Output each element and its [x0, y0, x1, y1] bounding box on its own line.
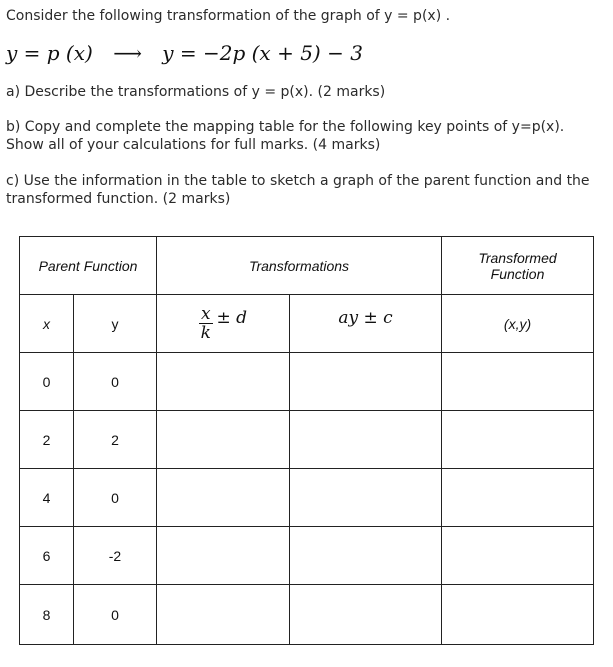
- cell-x: 0: [20, 353, 74, 411]
- mapping-table: [19, 236, 594, 645]
- equation-left: y = p (x): [6, 41, 93, 65]
- cell-empty: [290, 353, 442, 411]
- cell-x: 4: [20, 469, 74, 527]
- cell-empty: [157, 585, 290, 645]
- header-transformations: Transformations: [157, 237, 442, 295]
- arrow-icon: ⟶: [113, 41, 142, 65]
- cell-empty: [442, 469, 594, 527]
- x-over-k-fraction: [199, 306, 213, 341]
- table-subheader-row: [20, 295, 594, 353]
- transformation-equation: [6, 40, 363, 66]
- cell-empty: [442, 527, 594, 585]
- subheader-xy: (x,y): [442, 295, 594, 353]
- cell-empty: [442, 585, 594, 645]
- cell-empty: [290, 585, 442, 645]
- table-row: [20, 411, 594, 469]
- cell-empty: [290, 527, 442, 585]
- cell-y: 0: [74, 585, 157, 645]
- cell-x: 2: [20, 411, 74, 469]
- cell-empty: [442, 411, 594, 469]
- cell-y: 0: [74, 353, 157, 411]
- table-row: [20, 527, 594, 585]
- part-b-line-2: Show all of your calculations for full marks. (4 marks): [6, 137, 381, 153]
- cell-empty: [157, 411, 290, 469]
- fraction-denominator: k: [200, 323, 211, 343]
- cell-empty: [157, 527, 290, 585]
- table-row: [20, 353, 594, 411]
- table-row: [20, 469, 594, 527]
- part-b-line-1: b) Copy and complete the mapping table for the following key points of y=p(x).: [6, 119, 565, 135]
- cell-y: 0: [74, 469, 157, 527]
- cell-x: 8: [20, 585, 74, 645]
- subheader-y: y: [74, 295, 157, 353]
- cell-empty: [442, 353, 594, 411]
- subheader-x: x: [20, 295, 74, 353]
- header-transformed-line-2: Function: [490, 265, 545, 282]
- cell-y: 2: [74, 411, 157, 469]
- cell-empty: [290, 469, 442, 527]
- cell-x: 6: [20, 527, 74, 585]
- cell-empty: [157, 469, 290, 527]
- header-transformed-line-1: Transformed: [478, 249, 557, 266]
- header-transformed-function: [442, 237, 594, 295]
- table-row: [20, 585, 594, 645]
- header-parent-function: Parent Function: [20, 237, 157, 295]
- subheader-x-mapping: [157, 295, 290, 353]
- plus-minus-d: ± d: [216, 307, 247, 328]
- equation-right: y = −2p (x + 5) − 3: [162, 41, 363, 65]
- table-header-row: [20, 237, 594, 295]
- cell-empty: [157, 353, 290, 411]
- fraction-numerator: x: [200, 304, 211, 324]
- part-c-line-1: c) Use the information in the table to sketch a graph of the parent function and the: [6, 173, 590, 189]
- cell-y: -2: [74, 527, 157, 585]
- part-a: a) Describe the transformations of y = p(x). (2 marks): [6, 84, 386, 100]
- cell-empty: [290, 411, 442, 469]
- question-intro: Consider the following transformation of the graph of y = p(x) .: [6, 8, 451, 24]
- ay-plus-minus-c: ay ± c: [338, 307, 393, 328]
- subheader-y-mapping: [290, 295, 442, 353]
- part-c-line-2: transformed function. (2 marks): [6, 191, 231, 207]
